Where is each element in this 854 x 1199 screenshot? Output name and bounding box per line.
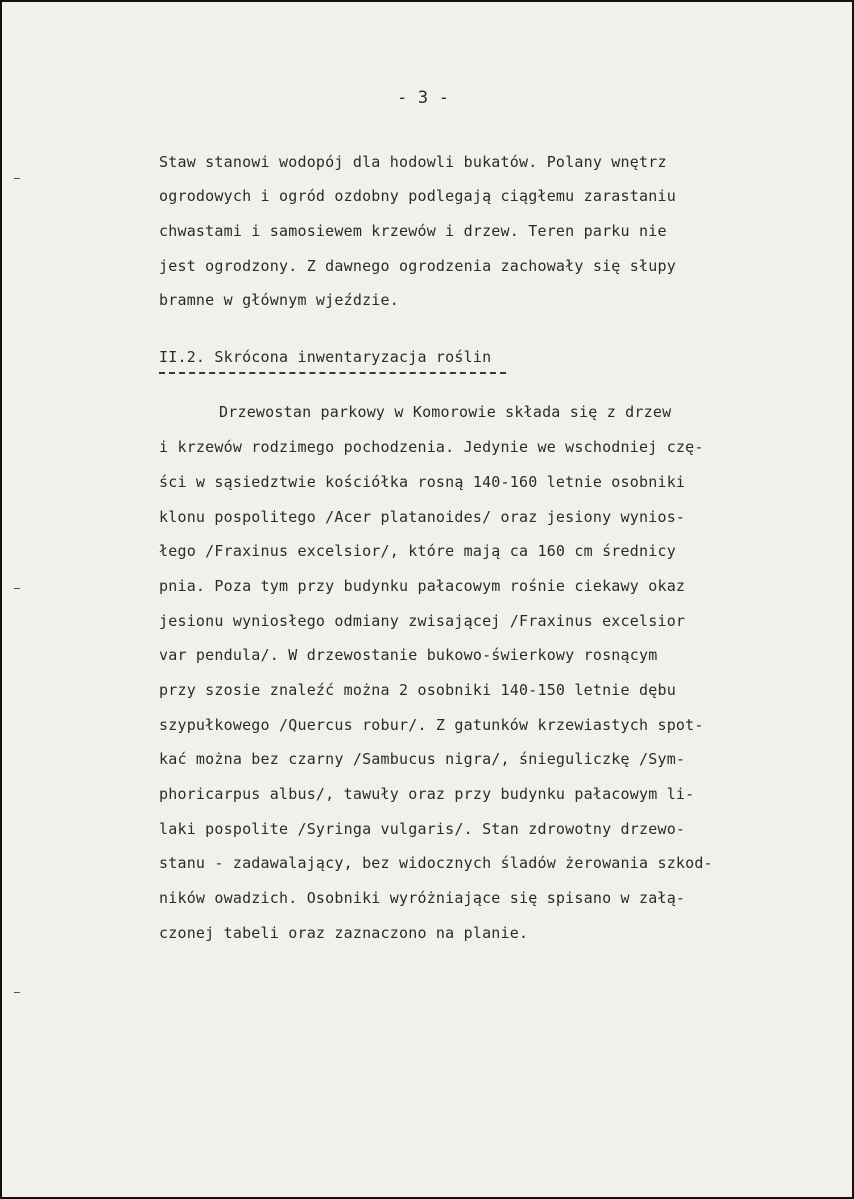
paragraph-2-line: var pendula/. W drzewostanie bukowo-świerkowy rosnącym	[159, 646, 658, 664]
paragraph-2-line: stanu - zadawalający, bez widocznych śladów żerowania szkod-	[159, 854, 713, 872]
paragraph-2-line: Drzewostan parkowy w Komorowie składa się z drzew	[219, 403, 672, 421]
paragraph-2-line: jesionu wyniosłego odmiany zwisającej /Fraxinus excelsior	[159, 612, 686, 630]
paragraph-2-line: czonej tabeli oraz zaznaczono na planie.	[159, 924, 529, 942]
margin-mark	[14, 588, 20, 589]
heading-underline	[159, 372, 506, 374]
paragraph-1-line: ogrodowych i ogród ozdobny podlegają ciągłemu zarastaniu	[159, 187, 676, 205]
paragraph-2-line: łego /Fraxinus excelsior/, które mają ca 160 cm średnicy	[159, 542, 676, 560]
paragraph-1-line: bramne w głównym wjeździe.	[159, 291, 399, 309]
paragraph-2-line: szypułkowego /Quercus robur/. Z gatunków krzewiastych spot-	[159, 716, 704, 734]
paragraph-1-line: Staw stanowi wodopój dla hodowli bukatów. Polany wnętrz	[159, 153, 667, 171]
paragraph-2-line: ści w sąsiedztwie kościółka rosną 140-160 letnie osobniki	[159, 473, 686, 491]
paragraph-2-line: phoricarpus albus/, tawuły oraz przy budynku pałacowym li-	[159, 785, 695, 803]
section-heading: II.2. Skrócona inwentaryzacja roślin	[159, 348, 492, 366]
paragraph-1-line: chwastami i samosiewem krzewów i drzew. Teren parku nie	[159, 222, 667, 240]
paragraph-2-line: i krzewów rodzimego pochodzenia. Jedynie we wschodniej czę-	[159, 438, 704, 456]
paragraph-2-line: kać można bez czarny /Sambucus nigra/, śnieguliczkę /Sym-	[159, 750, 686, 768]
paragraph-2-line: laki pospolite /Syringa vulgaris/. Stan zdrowotny drzewo-	[159, 820, 686, 838]
margin-mark	[14, 178, 20, 179]
margin-mark	[14, 992, 20, 993]
paragraph-2-line: przy szosie znaleźć można 2 osobniki 140-150 letnie dębu	[159, 681, 676, 699]
paragraph-2-line: klonu pospolitego /Acer platanoides/ oraz jesiony wynios-	[159, 508, 686, 526]
page-number: - 3 -	[397, 88, 450, 108]
paragraph-1-line: jest ogrodzony. Z dawnego ogrodzenia zachowały się słupy	[159, 257, 676, 275]
paragraph-2-line: pnia. Poza tym przy budynku pałacowym rośnie ciekawy okaz	[159, 577, 686, 595]
paragraph-2-line: ników owadzich. Osobniki wyróżniające się spisano w załą-	[159, 889, 686, 907]
